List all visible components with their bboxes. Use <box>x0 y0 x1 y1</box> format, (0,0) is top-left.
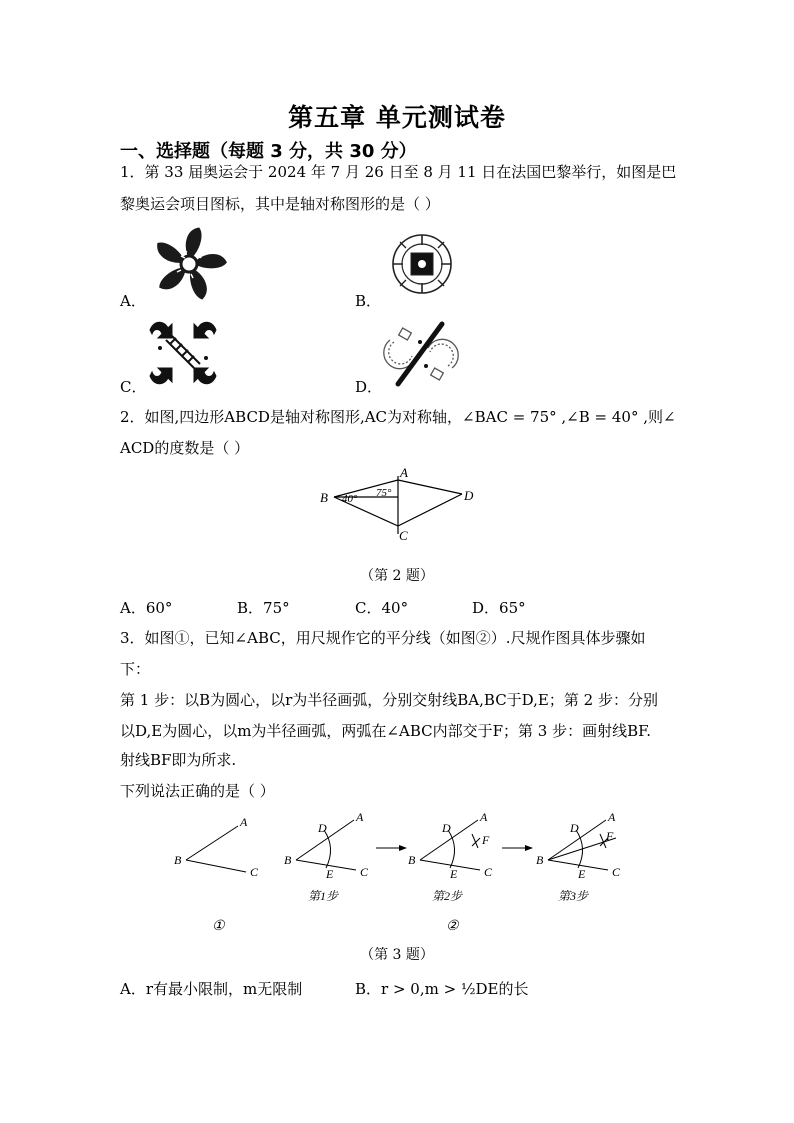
q3-option-b: B．r > 0,m > ½DE的长 <box>355 980 529 998</box>
q2-stem-line1: 2．如图,四边形ABCD是轴对称图形,AC为对称轴，∠BAC = 75° ,∠B = 40° ,则∠ <box>120 408 676 426</box>
q1-stem-line2: 黎奥运会项目图标，其中是轴对称图形的是（ ） <box>120 195 440 213</box>
ladder-arrows-icon <box>146 318 220 388</box>
step3-label-a: A <box>608 810 616 824</box>
step2-caption: 第2步 <box>432 889 463 903</box>
step1-label-a: A <box>356 810 364 824</box>
q3-stem-line4: 以D,E为圆心，以m为半径画弧，两弧在∠ABC内部交于F；第 3 步：画射线BF. <box>120 722 651 740</box>
step2-label-f: F <box>482 833 490 847</box>
q2-label-a: A <box>400 465 408 480</box>
step1-caption: 第1步 <box>308 889 339 903</box>
fig1-label-a: A <box>240 815 248 829</box>
q2-option-d: D．65° <box>472 599 526 617</box>
step1-label-d: D <box>318 821 327 835</box>
step3-label-e: E <box>578 867 586 881</box>
q2-option-b: B．75° <box>237 599 290 617</box>
q3-caption: （第 3 题） <box>360 947 434 963</box>
rotation-figure-icon <box>380 320 462 388</box>
q2-caption: （第 2 题） <box>360 568 434 584</box>
step2-label-b: B <box>408 853 416 867</box>
step1-label-b: B <box>284 853 292 867</box>
step2-label-a: A <box>480 810 488 824</box>
fig1-label-c: C <box>250 865 259 879</box>
q2-label-c: C <box>399 528 408 543</box>
q3-option-a: A．r有最小限制，m无限制 <box>120 980 303 998</box>
q1-option-b-label: B． <box>355 292 382 310</box>
step3-label-c: C <box>612 865 621 879</box>
step1-label-c: C <box>360 865 369 879</box>
section-heading: 一、选择题（每题 3 分，共 30 分） <box>120 141 417 162</box>
target-icon <box>386 232 458 296</box>
page-title: 第五章 单元测试卷 <box>288 103 506 132</box>
step3-caption: 第3步 <box>558 889 589 903</box>
q3-stem-line3: 第 1 步：以B为圆心，以r为半径画弧，分别交射线BA,BC于D,E；第 2 步：分别 <box>120 691 658 709</box>
q2-option-a: A．60° <box>120 599 173 617</box>
q1-stem-line1: 1．第 33 届奥运会于 2024 年 7 月 26 日至 8 月 11 日在法国巴黎举行，如图是巴 <box>120 163 677 181</box>
q3-construction-figure <box>168 808 638 936</box>
step3-label-b: B <box>536 853 544 867</box>
step2-label-c: C <box>484 865 493 879</box>
fig1-mark: ① <box>212 919 225 934</box>
q2-quadrilateral-figure <box>314 462 486 550</box>
q2-angle-b-label: 40° <box>342 493 358 505</box>
q2-label-d: D <box>464 488 474 503</box>
q2-label-b: B <box>320 490 328 505</box>
q2-option-c: C．40° <box>355 599 409 617</box>
pinwheel-icon <box>148 226 230 302</box>
step2-label-e: E <box>450 867 458 881</box>
q3-stem-line1: 3．如图①，已知∠ABC，用尺规作它的平分线（如图②）.尺规作图具体步骤如 <box>120 629 646 647</box>
q1-option-a-label: A． <box>120 292 146 310</box>
q3-stem-line5: 射线BF即为所求. <box>120 751 237 769</box>
fig2-mark: ② <box>446 919 459 934</box>
q2-angle-a-label: 75° <box>376 487 392 499</box>
step3-label-f: F <box>606 829 614 843</box>
q2-stem-line2: ACD的度数是（ ） <box>120 439 250 457</box>
step3-label-d: D <box>570 821 579 835</box>
step2-label-d: D <box>442 821 451 835</box>
step1-label-e: E <box>326 867 334 881</box>
q3-stem-line6: 下列说法正确的是（ ） <box>120 782 275 800</box>
fig1-label-b: B <box>174 853 182 867</box>
q1-option-c-label: C． <box>120 378 147 396</box>
q3-stem-line2: 下： <box>120 660 151 678</box>
q1-option-d-label: D． <box>355 378 383 396</box>
